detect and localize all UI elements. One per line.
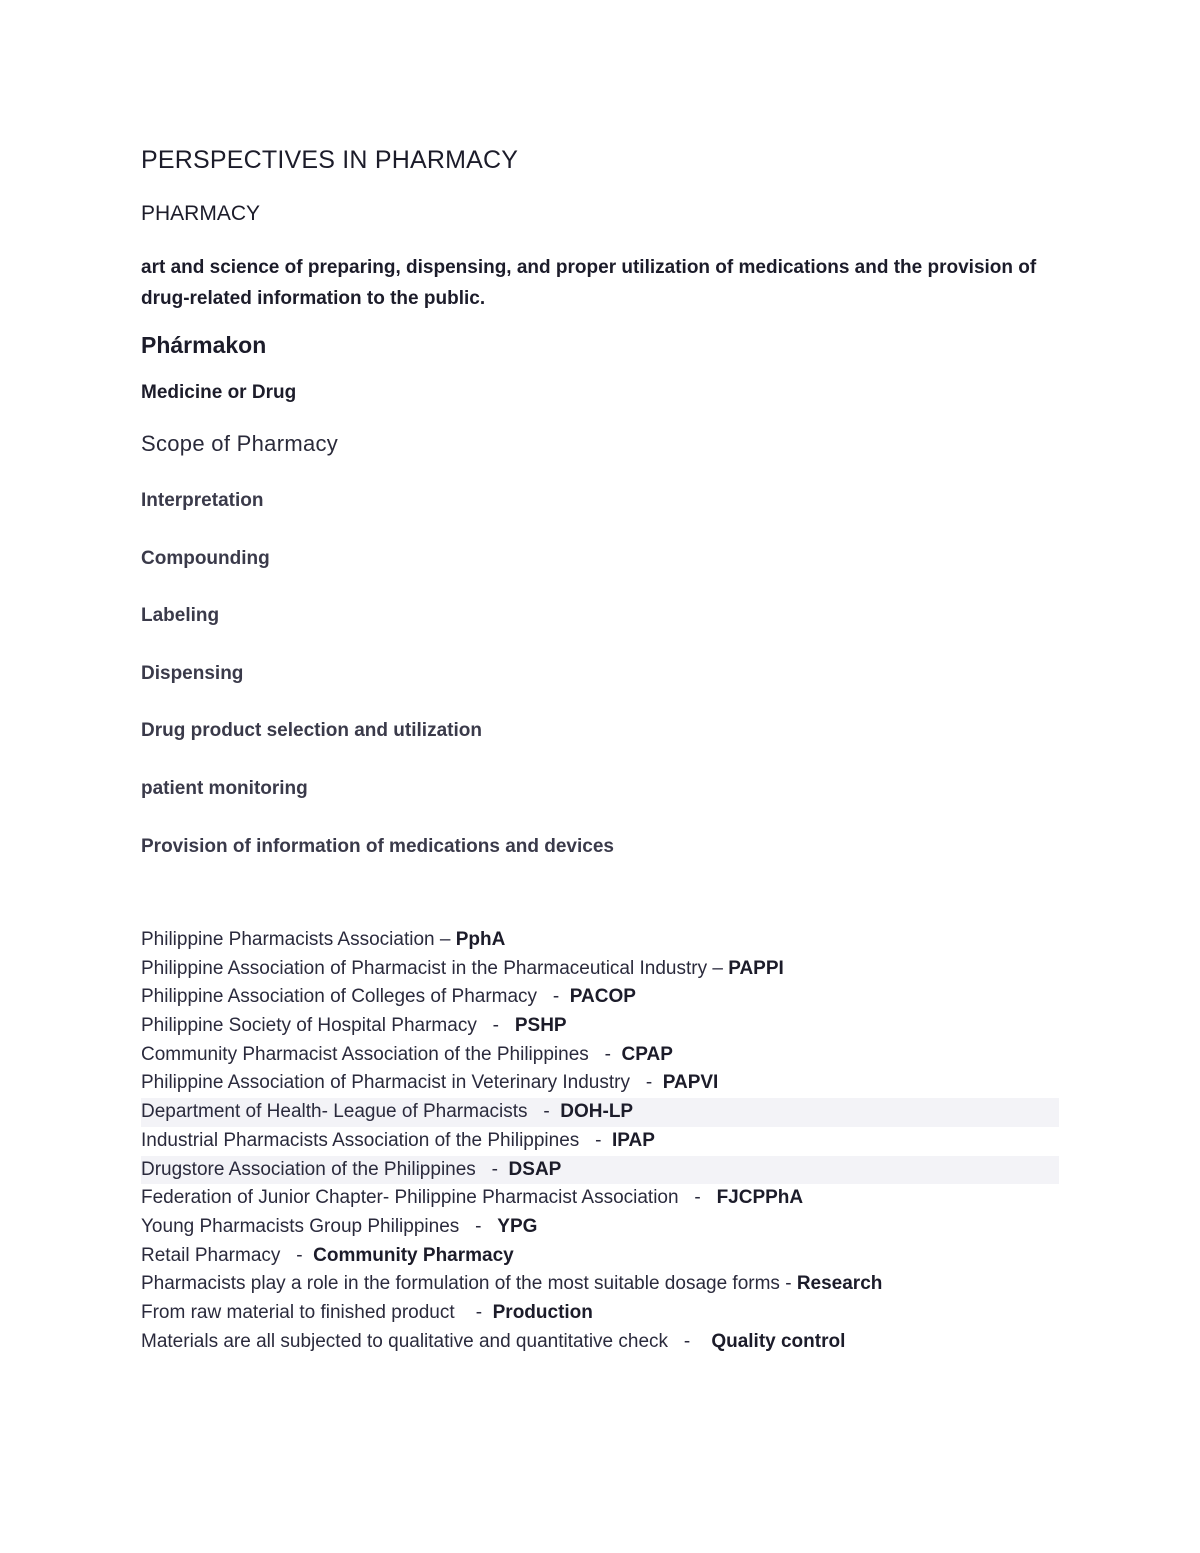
scope-item: Provision of information of medications and devices <box>141 835 614 857</box>
section-heading: PHARMACY <box>141 202 261 225</box>
organization-row <box>141 1213 1059 1242</box>
separator: - <box>678 1187 717 1209</box>
scope-item: Dispensing <box>141 662 244 684</box>
page-title: PERSPECTIVES IN PHARMACY <box>141 146 519 174</box>
scope-list <box>141 490 614 893</box>
organization-abbreviation: Community Pharmacy <box>313 1244 514 1266</box>
organization-abbreviation: PACOP <box>569 986 636 1008</box>
organization-abbreviation: DSAP <box>508 1158 562 1180</box>
separator: - <box>579 1129 613 1151</box>
organization-row <box>141 955 1059 984</box>
separator: - <box>459 1215 498 1237</box>
organization-name: Philippine Association of Colleges of Pharmacy <box>141 986 538 1008</box>
scope-item: Compounding <box>141 547 270 569</box>
organization-row <box>141 1069 1059 1098</box>
organization-abbreviation: PphA <box>455 929 506 950</box>
organization-name: Drugstore Association of the Philippines <box>141 1158 476 1180</box>
term-heading: Phármakon <box>141 332 267 358</box>
scope-item: Labeling <box>141 605 220 627</box>
separator: – <box>434 929 456 950</box>
organization-row <box>141 926 1059 955</box>
organization-row <box>141 983 1059 1012</box>
organization-name: Retail Pharmacy <box>141 1244 281 1266</box>
organization-name: Department of Health- League of Pharmacists <box>141 1101 528 1123</box>
separator: - <box>476 1015 515 1037</box>
organization-name: Young Pharmacists Group Philippines <box>141 1215 460 1237</box>
organization-name: Industrial Pharmacists Association of the Philippines <box>141 1129 580 1151</box>
organization-abbreviation: Quality control <box>711 1330 846 1352</box>
separator: - <box>668 1330 712 1352</box>
organization-row <box>141 1299 1059 1328</box>
separator: - <box>527 1101 561 1123</box>
separator: - <box>475 1158 509 1180</box>
organization-abbreviation: PAPVI <box>662 1072 719 1094</box>
separator: - <box>779 1273 797 1295</box>
organization-abbreviation: Research <box>796 1273 883 1295</box>
organization-name: From raw material to finished product <box>141 1301 455 1323</box>
organization-abbreviation: FJCPPhA <box>716 1187 804 1209</box>
scope-item: Interpretation <box>141 490 264 511</box>
organization-row <box>141 1242 1059 1271</box>
separator: – <box>707 957 729 979</box>
organization-list <box>141 926 1059 1356</box>
separator: - <box>588 1043 622 1065</box>
organization-row <box>141 1098 1059 1127</box>
organization-abbreviation: Production <box>492 1301 593 1323</box>
organization-abbreviation: PSHP <box>514 1015 567 1037</box>
organization-name: Philippine Society of Hospital Pharmacy <box>141 1015 477 1037</box>
organization-name: Federation of Junior Chapter- Philippine Pharmacist Association <box>141 1187 679 1209</box>
organization-abbreviation: CPAP <box>621 1043 673 1065</box>
separator: - <box>454 1301 493 1323</box>
organization-name: Materials are all subjected to qualitative and quantitative check <box>141 1330 669 1352</box>
organization-row <box>141 1127 1059 1156</box>
organization-name: Philippine Association of Pharmacist in the Pharmaceutical Industry <box>141 957 708 979</box>
organization-row <box>141 1328 1059 1357</box>
definition-paragraph: art and science of preparing, dispensing, and proper utilization of medications and the provision of drug-related information to the public. <box>141 257 1037 309</box>
organization-name: Philippine Pharmacists Association <box>141 929 435 950</box>
organization-row <box>141 1156 1059 1185</box>
organization-abbreviation: IPAP <box>612 1129 655 1151</box>
term-meaning: Medicine or Drug <box>141 382 297 403</box>
organization-name: Community Pharmacist Association of the Philippines <box>141 1043 589 1065</box>
organization-name: Pharmacists play a role in the formulation of the most suitable dosage forms <box>141 1273 780 1295</box>
scope-item: patient monitoring <box>141 777 308 799</box>
separator: - <box>629 1072 663 1094</box>
organization-abbreviation: YPG <box>497 1215 538 1237</box>
separator: - <box>280 1244 314 1266</box>
organization-row <box>141 1270 1059 1299</box>
organization-row <box>141 1041 1059 1070</box>
organization-abbreviation: PAPPI <box>728 957 784 979</box>
organization-row <box>141 1012 1059 1041</box>
organization-row <box>141 1184 1059 1213</box>
scope-item: Drug product selection and utilization <box>141 720 482 742</box>
scope-heading: Scope of Pharmacy <box>141 431 339 456</box>
organization-name: Philippine Association of Pharmacist in Veterinary Industry <box>141 1072 630 1094</box>
separator: - <box>537 986 570 1008</box>
organization-abbreviation: DOH-LP <box>560 1101 634 1123</box>
